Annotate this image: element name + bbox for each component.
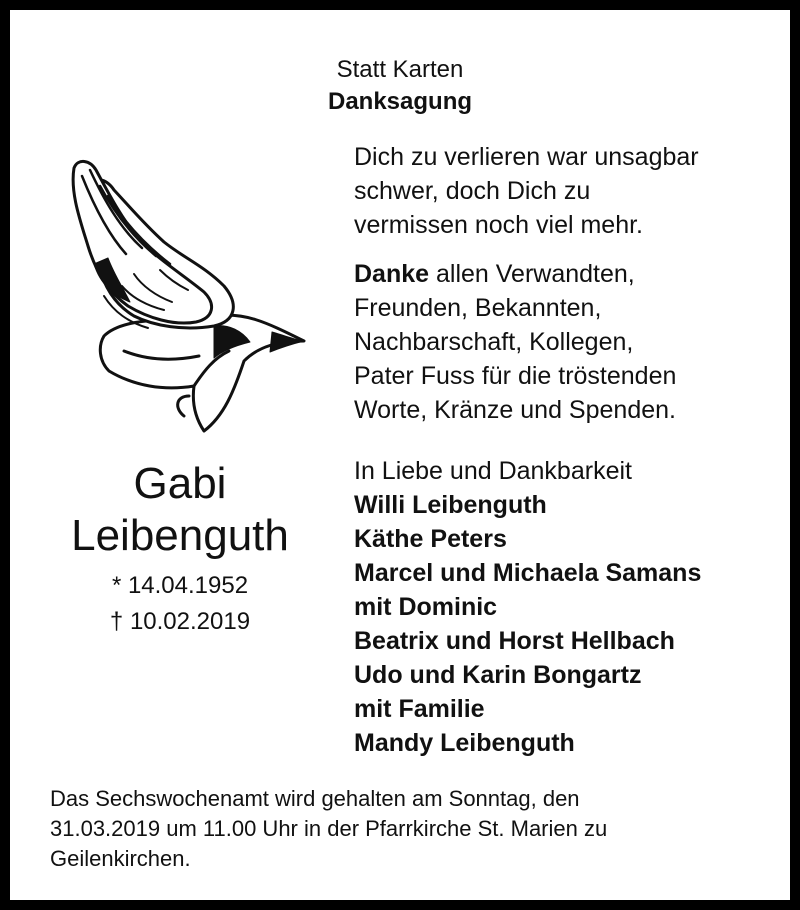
family-intro: In Liebe und Dankbarkeit bbox=[354, 457, 632, 485]
family-name: Udo und Karin Bongartz bbox=[354, 661, 642, 689]
thanks-line: Nachbarschaft, Kollegen, bbox=[354, 328, 634, 356]
service-notice bbox=[50, 784, 750, 874]
death-date: † 10.02.2019 bbox=[109, 608, 251, 635]
header bbox=[10, 54, 790, 118]
footer-line: Das Sechswochenamt wird gehalten am Sonntag, den bbox=[50, 786, 580, 811]
family-name: Marcel und Michaela Samans bbox=[354, 559, 702, 587]
thanks-bold-word: Danke bbox=[354, 260, 430, 288]
family-name: mit Dominic bbox=[354, 593, 498, 621]
footer-line: Geilenkirchen. bbox=[50, 846, 191, 871]
quote-line: vermissen noch viel mehr. bbox=[354, 211, 644, 239]
header-statt-karten: Statt Karten bbox=[336, 56, 464, 83]
obituary-notice bbox=[10, 10, 790, 900]
thanks-line: Worte, Kränze und Spenden. bbox=[354, 396, 676, 424]
thanks-line: Pater Fuss für die tröstenden bbox=[354, 362, 677, 390]
birth-date: * 14.04.1952 bbox=[111, 572, 249, 599]
deceased-first-name: Gabi bbox=[133, 459, 227, 508]
thanks-line: Freunden, Bekannten, bbox=[354, 294, 602, 322]
family-name: Käthe Peters bbox=[354, 525, 507, 553]
header-danksagung: Danksagung bbox=[327, 88, 473, 115]
thanks-line bbox=[354, 257, 774, 291]
thanks-block bbox=[354, 257, 774, 427]
family-name: mit Familie bbox=[354, 695, 485, 723]
family-name: Beatrix und Horst Hellbach bbox=[354, 627, 675, 655]
family-block bbox=[354, 454, 774, 760]
family-name: Mandy Leibenguth bbox=[354, 729, 575, 757]
thanks-line-rest: allen Verwandten, bbox=[429, 260, 635, 288]
family-name: Willi Leibenguth bbox=[354, 491, 547, 519]
quote-line: schwer, doch Dich zu bbox=[354, 177, 591, 205]
quote-block bbox=[354, 140, 774, 242]
deceased-block bbox=[30, 458, 330, 640]
praying-hands-icon bbox=[64, 146, 314, 436]
quote-line: Dich zu verlieren war unsagbar bbox=[354, 143, 699, 171]
deceased-last-name: Leibenguth bbox=[71, 511, 289, 560]
footer-line: 31.03.2019 um 11.00 Uhr in der Pfarrkirche St. Marien zu bbox=[50, 816, 608, 841]
